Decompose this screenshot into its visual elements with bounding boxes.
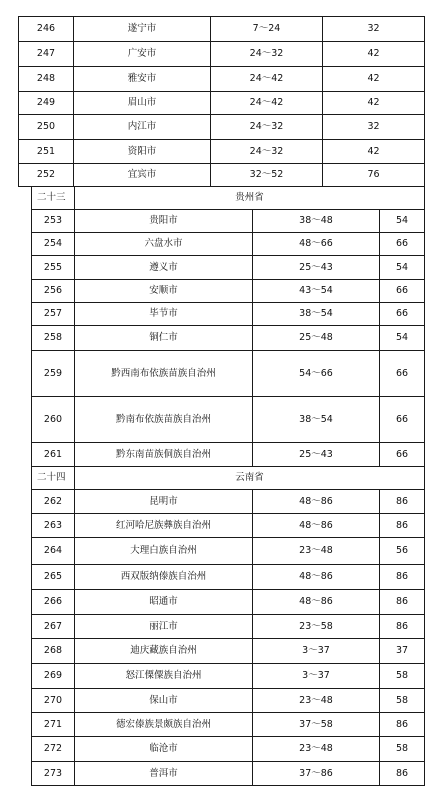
range-value: 38～54 (253, 303, 380, 326)
row-number: 265 (32, 565, 75, 590)
row-number: 246 (19, 17, 74, 42)
result-value: 58 (380, 664, 425, 689)
table-row (32, 713, 425, 737)
section-guizhou (32, 187, 425, 467)
row-number: 262 (32, 490, 75, 514)
region-name: 德宏傣族景颇族自治州 (75, 713, 253, 737)
range-value: 23～58 (253, 615, 380, 639)
result-value: 86 (380, 565, 425, 590)
range-value: 24～42 (211, 92, 323, 115)
result-value: 86 (380, 713, 425, 737)
result-value: 42 (323, 67, 425, 92)
province-title: 云南省 (75, 467, 425, 490)
range-value: 24～32 (211, 115, 323, 140)
table-row (32, 397, 425, 443)
region-name: 大理白族自治州 (75, 538, 253, 565)
range-value: 24～42 (211, 67, 323, 92)
region-name: 普洱市 (75, 762, 253, 786)
result-value: 66 (380, 397, 425, 443)
row-number: 272 (32, 737, 75, 762)
result-value: 58 (380, 737, 425, 762)
result-value: 86 (380, 590, 425, 615)
table-row (32, 233, 425, 256)
result-value: 86 (380, 514, 425, 538)
region-name: 广安市 (74, 42, 211, 67)
row-number: 256 (32, 280, 75, 303)
row-number: 261 (32, 443, 75, 467)
result-value: 86 (380, 490, 425, 514)
range-value: 23～48 (253, 737, 380, 762)
row-number: 252 (19, 164, 74, 187)
region-name: 迪庆藏族自治州 (75, 639, 253, 664)
region-name: 贵阳市 (75, 210, 253, 233)
row-number: 258 (32, 326, 75, 351)
region-name: 遵义市 (75, 256, 253, 280)
table-row (32, 443, 425, 467)
data-table-provinces (31, 186, 425, 786)
row-number: 263 (32, 514, 75, 538)
row-number: 267 (32, 615, 75, 639)
range-value: 25～48 (253, 326, 380, 351)
section-number: 二十四 (32, 467, 75, 490)
data-table-upper (18, 16, 425, 187)
range-value: 24～32 (211, 140, 323, 164)
table-row (32, 538, 425, 565)
region-name: 黔西南布依族苗族自治州 (75, 351, 253, 397)
result-value: 66 (380, 351, 425, 397)
region-name: 眉山市 (74, 92, 211, 115)
region-name: 西双版纳傣族自治州 (75, 565, 253, 590)
region-name: 六盘水市 (75, 233, 253, 256)
region-name: 内江市 (74, 115, 211, 140)
table-row (32, 280, 425, 303)
row-number: 257 (32, 303, 75, 326)
section-header-row (32, 467, 425, 490)
range-value: 23～48 (253, 689, 380, 713)
range-value: 25～43 (253, 256, 380, 280)
table-row (19, 67, 425, 92)
result-value: 86 (380, 615, 425, 639)
table-row (32, 615, 425, 639)
range-value: 3～37 (253, 639, 380, 664)
row-number: 253 (32, 210, 75, 233)
row-number: 251 (19, 140, 74, 164)
region-name: 宜宾市 (74, 164, 211, 187)
table-row (32, 737, 425, 762)
row-number: 270 (32, 689, 75, 713)
row-number: 271 (32, 713, 75, 737)
row-number: 248 (19, 67, 74, 92)
range-value: 37～86 (253, 762, 380, 786)
table-row (32, 664, 425, 689)
table-row (32, 689, 425, 713)
result-value: 76 (323, 164, 425, 187)
row-number: 249 (19, 92, 74, 115)
range-value: 48～86 (253, 565, 380, 590)
region-name: 临沧市 (75, 737, 253, 762)
table-row (32, 514, 425, 538)
region-name: 昆明市 (75, 490, 253, 514)
region-name: 遂宁市 (74, 17, 211, 42)
row-number: 255 (32, 256, 75, 280)
region-name: 安顺市 (75, 280, 253, 303)
range-value: 43～54 (253, 280, 380, 303)
table-row (19, 92, 425, 115)
row-number: 254 (32, 233, 75, 256)
table-row (32, 490, 425, 514)
table-row (19, 140, 425, 164)
result-value: 66 (380, 233, 425, 256)
region-name: 丽江市 (75, 615, 253, 639)
result-value: 58 (380, 689, 425, 713)
result-value: 66 (380, 303, 425, 326)
result-value: 66 (380, 443, 425, 467)
table-row (19, 17, 425, 42)
result-value: 32 (323, 115, 425, 140)
section-header-row (32, 187, 425, 210)
table-row (32, 351, 425, 397)
table-row (32, 762, 425, 786)
table-row (32, 210, 425, 233)
region-name: 资阳市 (74, 140, 211, 164)
range-value: 38～54 (253, 397, 380, 443)
table-row (19, 115, 425, 140)
row-number: 247 (19, 42, 74, 67)
result-value: 54 (380, 326, 425, 351)
row-number: 250 (19, 115, 74, 140)
province-title: 贵州省 (75, 187, 425, 210)
region-name: 黔南布依族苗族自治州 (75, 397, 253, 443)
region-name: 铜仁市 (75, 326, 253, 351)
range-value: 24～32 (211, 42, 323, 67)
range-value: 32～52 (211, 164, 323, 187)
result-value: 56 (380, 538, 425, 565)
table-body (19, 17, 425, 187)
range-value: 23～48 (253, 538, 380, 565)
result-value: 32 (323, 17, 425, 42)
region-name: 昭通市 (75, 590, 253, 615)
table-row (19, 42, 425, 67)
range-value: 3～37 (253, 664, 380, 689)
row-number: 260 (32, 397, 75, 443)
region-name: 红河哈尼族彝族自治州 (75, 514, 253, 538)
region-name: 保山市 (75, 689, 253, 713)
row-number: 264 (32, 538, 75, 565)
region-name: 雅安市 (74, 67, 211, 92)
table-row (19, 164, 425, 187)
row-number: 269 (32, 664, 75, 689)
region-name: 怒江傈僳族自治州 (75, 664, 253, 689)
section-number: 二十三 (32, 187, 75, 210)
region-name: 黔东南苗族侗族自治州 (75, 443, 253, 467)
result-value: 42 (323, 92, 425, 115)
row-number: 266 (32, 590, 75, 615)
table-row (32, 639, 425, 664)
range-value: 48～86 (253, 590, 380, 615)
range-value: 48～66 (253, 233, 380, 256)
range-value: 38～48 (253, 210, 380, 233)
range-value: 48～86 (253, 490, 380, 514)
range-value: 37～58 (253, 713, 380, 737)
result-value: 37 (380, 639, 425, 664)
result-value: 66 (380, 280, 425, 303)
result-value: 42 (323, 140, 425, 164)
table-row (32, 303, 425, 326)
table-row (32, 256, 425, 280)
table-row (32, 590, 425, 615)
result-value: 86 (380, 762, 425, 786)
table-row (32, 326, 425, 351)
row-number: 268 (32, 639, 75, 664)
range-value: 54～66 (253, 351, 380, 397)
range-value: 25～43 (253, 443, 380, 467)
region-name: 毕节市 (75, 303, 253, 326)
row-number: 259 (32, 351, 75, 397)
range-value: 48～86 (253, 514, 380, 538)
result-value: 42 (323, 42, 425, 67)
row-number: 273 (32, 762, 75, 786)
result-value: 54 (380, 210, 425, 233)
range-value: 7～24 (211, 17, 323, 42)
section-yunnan (32, 467, 425, 786)
table-row (32, 565, 425, 590)
result-value: 54 (380, 256, 425, 280)
